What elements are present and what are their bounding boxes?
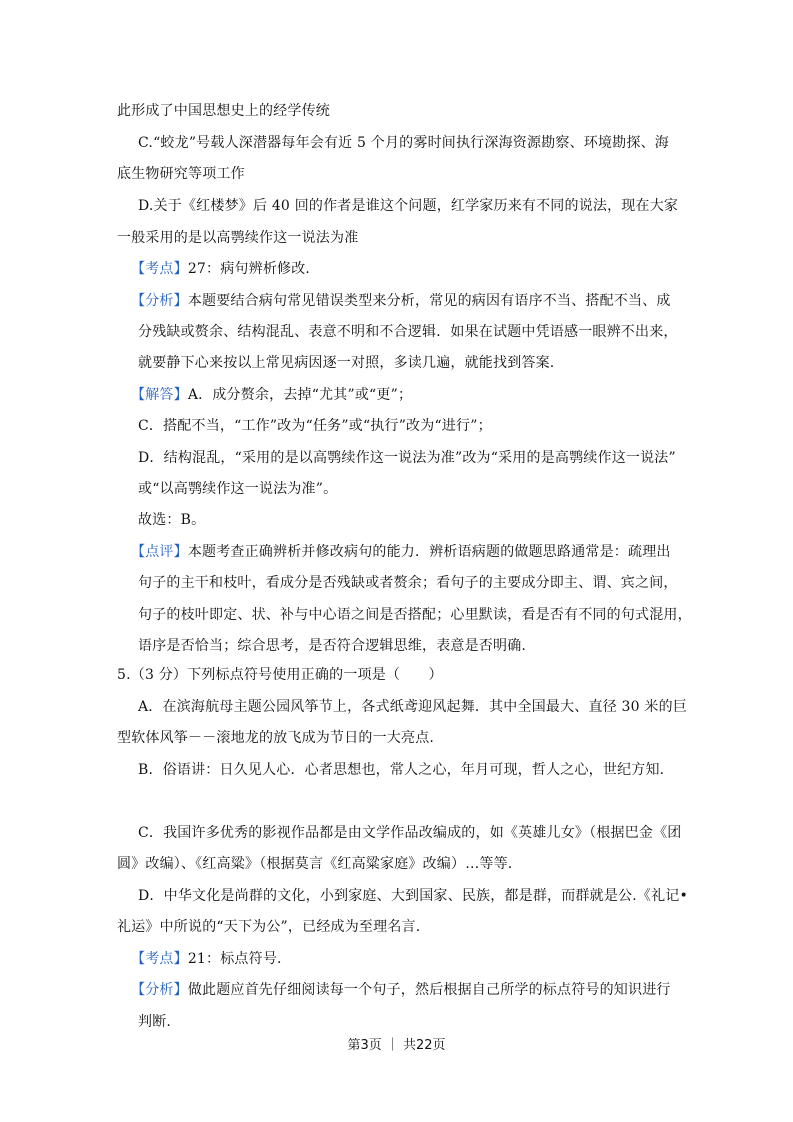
text-line: 此形成了中国思想史上的经学传统 (117, 103, 330, 119)
text-line: C．搭配不当，“工作”改为“任务”或“执行”改为“进行”； (138, 418, 492, 434)
kaodian-text: 27：病句辨析修改. (187, 261, 311, 277)
text-line: 型软体风筝－－滚地龙的放飞成为节日的一大亮点. (117, 730, 435, 746)
text-line: 圆》改编）、《红高粱》（根据莫言《红高粱家庭》改编）…等等. (117, 856, 513, 872)
text-line: 就要静下心来按以上常见病因逐一对照，多读几遍，就能找到答案. (138, 355, 555, 371)
jieda-text: A．成分赘余，去掉“尤其”或“更”； (187, 387, 413, 403)
dianping-line (131, 542, 671, 562)
option-d: D．中华文化是尚群的文化，小到家庭、大到国家、民族，都是群，而群就是公.《礼记• (138, 888, 688, 904)
text-line: 或“以高鹗续作这一说法为准”。 (138, 481, 338, 497)
fenxi-text: 做此题应首先仔细阅读每一个句子，然后根据自己所学的标点符号的知识进行 (187, 982, 671, 998)
text-line: 判断. (138, 1014, 172, 1030)
text-line: 底生物研究等项工作 (117, 166, 245, 182)
jieda-tag: 【解答】 (131, 387, 188, 403)
dianping-tag: 【点评】 (131, 544, 188, 560)
page-footer: 第3页 ｜ 共22页 (347, 1038, 446, 1053)
option-c: C．我国许多优秀的影视作品都是由文学作品改编成的，如《英雄儿女》（根据巴金《团 (138, 825, 682, 841)
kaodian-tag: 【考点】 (131, 261, 188, 277)
kaodian-line (131, 949, 282, 969)
fenxi-line (131, 291, 671, 311)
dianping-text: 本题考查正确辨析并修改病句的能力．辨析语病题的做题思路通常是：疏理出 (187, 544, 671, 560)
text-line: C.“蛟龙”号载人深潜器每年会有近 5 个月的雾时间执行深海资源勘察、环境勘探、海 (138, 135, 669, 151)
fenxi-tag: 【分析】 (131, 293, 188, 309)
text-line: 故选：B。 (138, 512, 206, 528)
text-line: 句子的枝叶即定、状、补与中心语之间是否搭配；心里默读，看是否有不同的句式混用， (138, 607, 692, 623)
text-line: 语序是否恰当；综合思考，是否符合逻辑思维，表意是否明确. (138, 638, 527, 654)
kaodian-line (131, 259, 310, 279)
fenxi-text: 本题要结合病句常见错误类型来分析，常见的病因有语序不当、搭配不当、成 (187, 293, 671, 309)
option-b: B．俗语讲：日久见人心．心者思想也，常人之心，年月可现，哲人之心，世纪方知. (138, 762, 665, 778)
fenxi-tag: 【分析】 (131, 982, 188, 998)
text-line: D.关于《红楼梦》后 40 回的作者是谁这个问题，红学家历来有不同的说法，现在大家 (138, 198, 679, 214)
text-line: D．结构混乱，“采用的是以高鹗续作这一说法为准”改为“采用的是高鹗续作这一说法” (138, 450, 676, 466)
option-a: A．在滨海航母主题公园风筝节上，各式纸鸢迎风起舞．其中全国最大、直径 30 米的巨 (138, 699, 688, 715)
kaodian-tag: 【考点】 (131, 951, 188, 967)
kaodian-text: 21：标点符号. (187, 951, 282, 967)
text-line: 一般采用的是以高鹗续作这一说法为准 (117, 230, 359, 246)
jieda-line (131, 385, 412, 405)
text-line: 礼运》中所说的“天下为公”，已经成为至理名言. (117, 919, 421, 935)
question-title: 5.（3 分）下列标点符号使用正确的一项是（ ） (117, 667, 443, 683)
text-line: 句子的主干和枝叶，看成分是否残缺或者赘余；看句子的主要成分即主、谓、宾之间， (138, 575, 678, 591)
fenxi-line (131, 980, 671, 1000)
text-line: 分残缺或赘余、结构混乱、表意不明和不合逻辑．如果在试题中凭语感一眼辨不出来， (138, 324, 678, 340)
